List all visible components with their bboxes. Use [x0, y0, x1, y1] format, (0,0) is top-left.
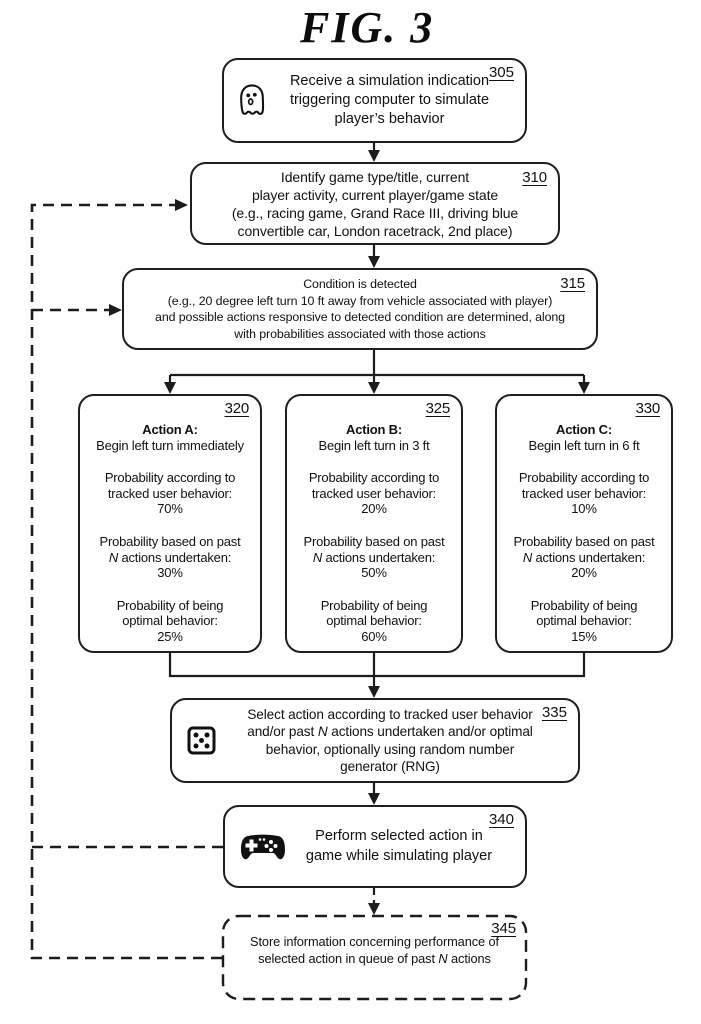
variable-n: N — [522, 549, 533, 565]
text-line: Receive a simulation indication — [289, 73, 490, 90]
action-b-box-325 — [285, 394, 463, 653]
text-line: convertible car, London racetrack, 2nd place) — [237, 222, 513, 239]
text-line: Probability according to — [518, 470, 650, 486]
text-line: game while simulating player — [305, 847, 493, 864]
text-line: Store information concerning performance of — [250, 934, 499, 949]
branch-315-to-actions — [164, 349, 590, 394]
text-line: Identify game type/title, current — [280, 169, 470, 185]
text-line: (e.g., racing game, Grand Race III, driving blue — [231, 204, 519, 221]
text-line: behavior, optionally using random number — [265, 741, 515, 757]
ref-label-315: 315 — [560, 275, 585, 292]
probability-value: 50% — [361, 565, 387, 581]
text-line: player activity, current player/game state — [251, 186, 499, 203]
arrow-305-to-310 — [368, 143, 380, 162]
text-line — [291, 550, 457, 566]
text-segment: actions undertaken: — [118, 549, 232, 565]
action-title: Action A: — [142, 422, 198, 437]
step-340-text — [291, 827, 519, 866]
step-310-identify-game-box — [190, 162, 560, 245]
text-line: Probability of being — [116, 597, 224, 613]
ref-label-335: 335 — [541, 704, 567, 721]
probability-value: 70% — [157, 501, 183, 517]
text-line: (e.g., 20 degree left turn 10 ft away from vehicle associated with player) — [167, 293, 553, 308]
variable-n: N — [438, 950, 448, 966]
merge-actions-to-335 — [169, 652, 585, 698]
step-305-receive-simulation-box — [222, 58, 527, 143]
step-305-text — [272, 72, 517, 129]
text-line: optimal behavior: — [536, 613, 632, 629]
action-c-box-330 — [495, 394, 673, 653]
probability-value: 10% — [571, 501, 597, 517]
text-line: player’s behavior — [334, 110, 445, 127]
variable-n: N — [108, 549, 119, 565]
text-line: Probability based on past — [303, 533, 445, 549]
probability-optimal — [501, 598, 667, 645]
arrow-340-to-345 — [368, 888, 380, 915]
text-segment: selected action in queue of past — [258, 950, 439, 966]
probability-value: 25% — [157, 628, 183, 644]
text-line: optimal behavior: — [122, 613, 218, 629]
text-segment: actions undertaken: — [532, 549, 646, 565]
probability-value: 60% — [361, 628, 387, 644]
text-line: and possible actions responsive to detected condition are determined, along — [155, 310, 565, 324]
text-line: Perform selected action in — [315, 827, 483, 844]
text-segment: actions — [447, 950, 491, 966]
probability-optimal — [84, 598, 256, 645]
probability-past-n — [501, 534, 667, 581]
step-345-store-information-box — [222, 915, 527, 1000]
text-line: tracked user behavior: — [107, 485, 233, 501]
figure-title: FIG. 3 — [300, 3, 435, 52]
text-line: tracked user behavior: — [311, 485, 437, 501]
probability-past-n — [84, 534, 256, 581]
text-line: Probability of being — [320, 597, 428, 613]
ref-label-320: 320 — [224, 400, 249, 417]
step-315-condition-detected-box — [122, 268, 598, 350]
action-title: Action C: — [556, 422, 612, 437]
probability-value: 15% — [571, 628, 597, 644]
ref-label-340: 340 — [488, 811, 514, 828]
probability-tracked — [501, 470, 667, 517]
ref-label-325: 325 — [425, 400, 450, 417]
step-335-text — [222, 706, 572, 776]
action-subtitle: Begin left turn in 6 ft — [528, 437, 640, 453]
text-line: Select action according to tracked user behavior — [247, 706, 533, 722]
text-line — [222, 723, 558, 740]
text-segment: and/or past — [247, 724, 318, 740]
variable-n: N — [317, 724, 328, 740]
text-line: with probabilities associated with those actions — [234, 326, 486, 341]
text-line — [84, 550, 256, 566]
action-subtitle: Begin left turn in 3 ft — [318, 437, 430, 453]
text-segment: actions undertaken: — [322, 549, 436, 565]
probability-value: 20% — [571, 565, 597, 581]
arrow-310-to-315 — [368, 244, 380, 268]
text-line: Probability according to — [308, 470, 440, 486]
ref-label-345: 345 — [491, 920, 516, 937]
ref-label-305: 305 — [488, 64, 514, 81]
probability-value: 20% — [361, 501, 387, 517]
probability-optimal — [291, 598, 457, 645]
text-line: triggering computer to simulate — [289, 92, 490, 109]
ref-label-330: 330 — [635, 400, 660, 417]
text-line — [501, 550, 667, 566]
text-line: Probability based on past — [513, 533, 655, 549]
action-a-box-320 — [78, 394, 262, 653]
step-335-select-action-box — [170, 698, 580, 783]
text-line: Probability based on past — [99, 533, 241, 549]
probability-past-n — [291, 534, 457, 581]
probability-tracked — [291, 470, 457, 517]
probability-value: 30% — [157, 565, 183, 581]
text-line: tracked user behavior: — [521, 485, 647, 501]
dice-icon — [182, 725, 222, 757]
feedback-arrow-into-310 — [175, 199, 188, 211]
text-line: generator (RNG) — [340, 758, 440, 774]
step-340-perform-action-box — [223, 805, 527, 888]
action-subtitle: Begin left turn immediately — [96, 437, 244, 453]
variable-n: N — [312, 549, 323, 565]
feedback-arrow-into-315 — [32, 304, 122, 316]
action-title: Action B: — [346, 422, 402, 437]
text-line — [222, 951, 527, 968]
ref-label-310: 310 — [522, 169, 547, 186]
ghost-icon — [232, 82, 272, 120]
text-segment: actions undertaken and/or optimal — [327, 724, 533, 740]
probability-tracked — [84, 470, 256, 517]
text-line: Probability of being — [530, 597, 638, 613]
gamepad-icon — [235, 829, 291, 865]
text-line: Probability according to — [104, 470, 236, 486]
text-line: optimal behavior: — [326, 613, 422, 629]
text-line: Condition is detected — [303, 277, 417, 291]
arrow-335-to-340 — [368, 782, 380, 805]
